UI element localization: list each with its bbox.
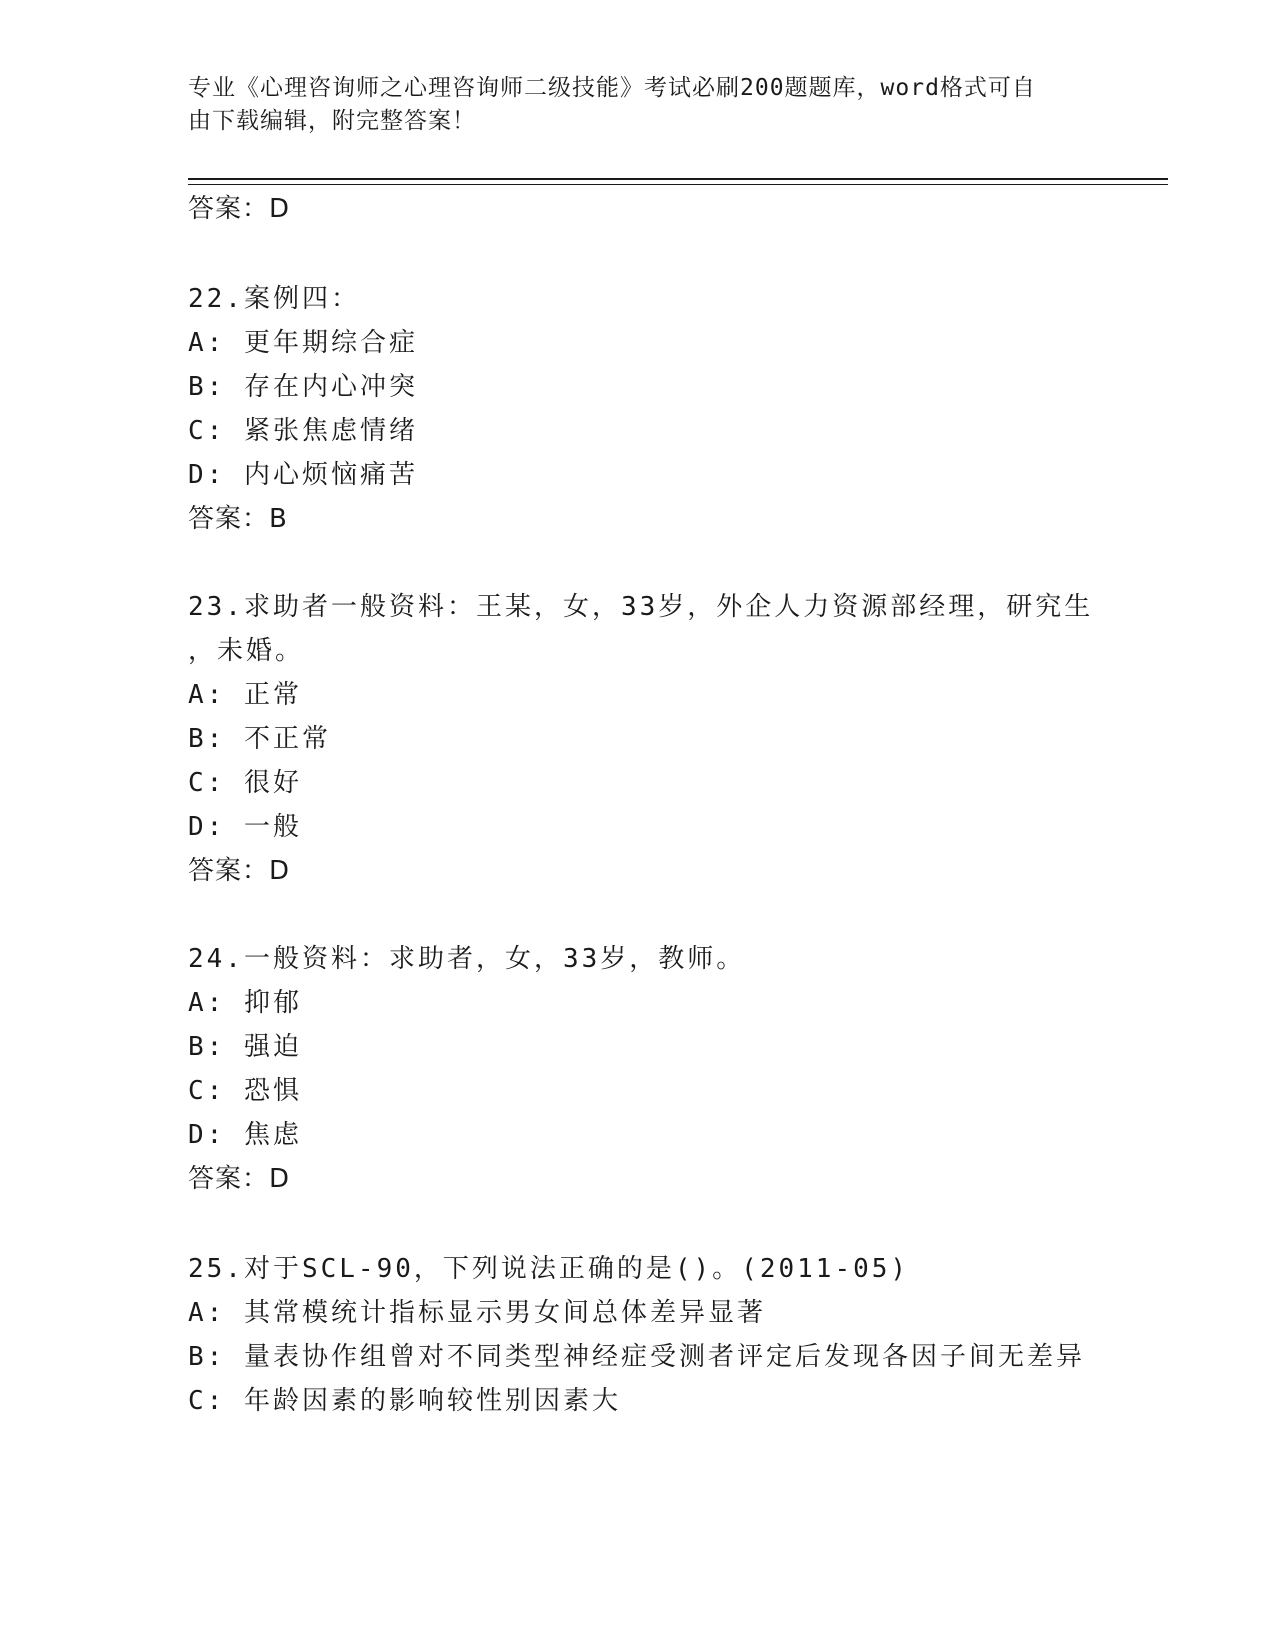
answer-24: 答案：D: [188, 1164, 291, 1194]
question-23-option-c: C: 很好: [188, 768, 302, 798]
header-divider-thick: [188, 178, 1168, 180]
question-24-option-d: D: 焦虑: [188, 1120, 302, 1150]
question-23-option-d: D: 一般: [188, 812, 302, 842]
question-22-option-a: A: 更年期综合症: [188, 328, 418, 358]
question-22-option-d: D: 内心烦恼痛苦: [188, 460, 418, 490]
answer-23: 答案：D: [188, 856, 291, 886]
header-line-2: 由下载编辑，附完整答案！: [188, 108, 476, 134]
question-24-option-b: B: 强迫: [188, 1032, 302, 1062]
question-24-option-a: A: 抑郁: [188, 988, 302, 1018]
question-22-stem: 22.案例四：: [188, 284, 360, 314]
answer-21: 答案：D: [188, 194, 291, 224]
question-23-stem-continued: ，未婚。: [188, 636, 305, 666]
question-25-option-b: B: 量表协作组曾对不同类型神经症受测者评定后发现各因子间无差异: [188, 1342, 1085, 1372]
question-24-option-c: C: 恐惧: [188, 1076, 302, 1106]
answer-22: 答案：B: [188, 504, 288, 534]
question-25-option-a: A: 其常模统计指标显示男女间总体差异显著: [188, 1298, 766, 1328]
header-divider-thin: [188, 184, 1168, 185]
question-25-option-c: C: 年龄因素的影响较性别因素大: [188, 1386, 621, 1416]
question-23-option-b: B: 不正常: [188, 724, 331, 754]
question-22-option-b: B: 存在内心冲突: [188, 372, 418, 402]
header-line-1: 专业《心理咨询师之心理咨询师二级技能》考试必刷200题题库，word格式可自: [188, 75, 1036, 101]
question-22-option-c: C: 紧张焦虑情绪: [188, 416, 418, 446]
question-24-stem: 24.一般资料：求助者，女，33岁，教师。: [188, 944, 746, 974]
question-23-option-a: A: 正常: [188, 680, 302, 710]
question-25-stem: 25.对于SCL-90，下列说法正确的是()。(2011-05): [188, 1254, 910, 1284]
question-23-stem: 23.求助者一般资料：王某，女，33岁，外企人力资源部经理，研究生: [188, 592, 1094, 622]
document-header: [188, 72, 1068, 138]
